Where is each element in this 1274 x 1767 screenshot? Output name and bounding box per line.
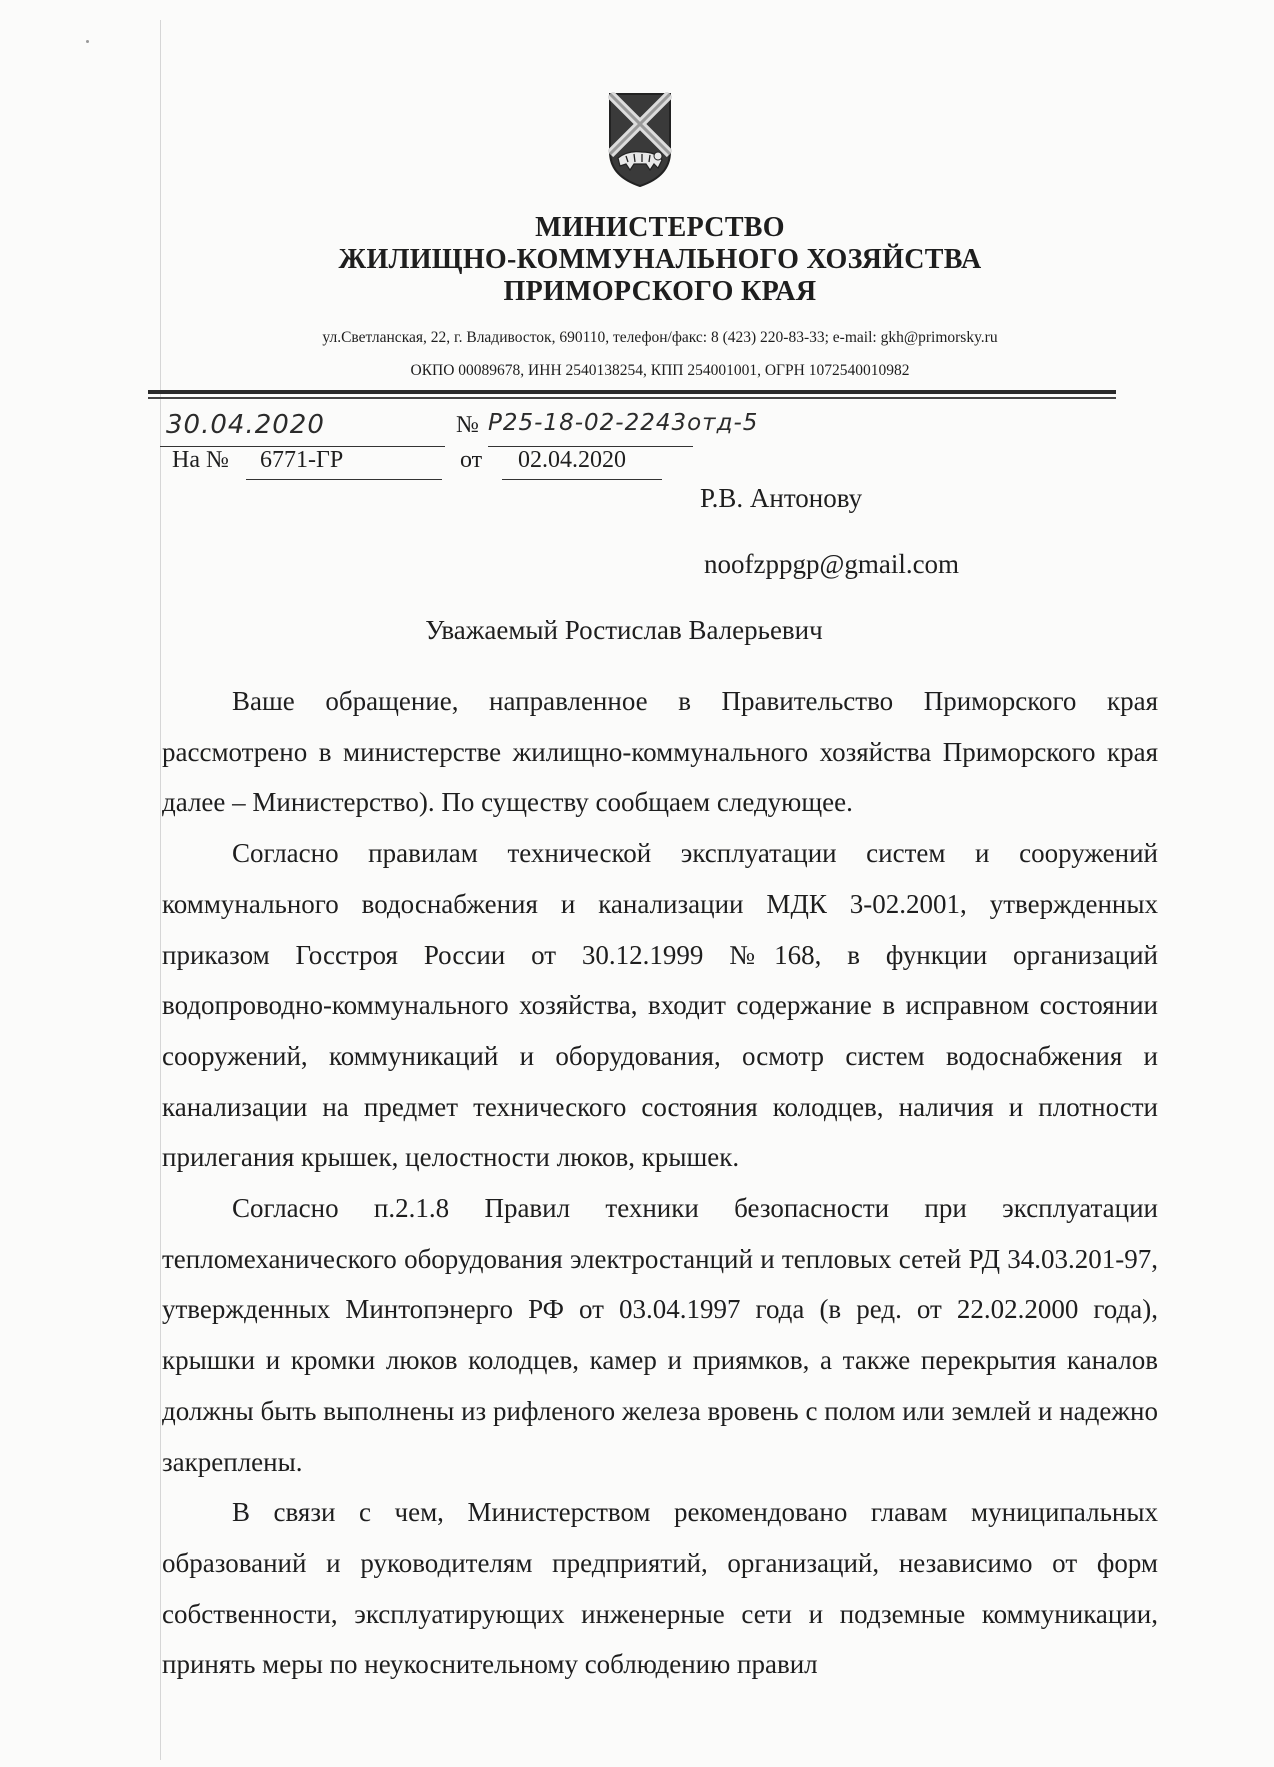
scan-speck [86, 40, 89, 43]
body-paragraph: Согласно правилам технической эксплуатации систем и сооружений коммунального водоснабжения и канализации МДК 3-02.2001, утвержденных приказом Госстроя России от 30.12.1999 №168, в функции организаций водопроводно-коммунального хозяйства, входит содержание в исправном состоянии сооружений, коммуникаций и оборудования, осмотр систем водоснабжения и канализации на предмет технического состояния колодцев, наличия и плотности прилегания крышек, целостности люков, крышек. [162, 838, 1158, 1173]
reference-number-underline [246, 479, 442, 480]
ministry-title [0, 212, 1274, 308]
ministry-title-line-3: ПРИМОРСКОГО КРАЯ [503, 276, 817, 307]
letter-body [162, 676, 1158, 1690]
number-sign: № [456, 412, 479, 438]
outgoing-number: Р25-18-02-2243отд-5 [488, 410, 759, 436]
addressee-name: Р.В. Антонову [700, 483, 863, 513]
reference-prefix: На № [172, 447, 229, 473]
reference-from-label: от [460, 447, 483, 473]
letterhead-rule-thin [148, 397, 1116, 399]
letterhead-rule-thick [148, 390, 1116, 394]
body-paragraph: Согласно п.2.1.8 Правил техники безопасности при эксплуатации тепломеханического оборудования электростанций и тепловых сетей РД 34.03.201-97, утвержденных Минтопэнерго РФ от 03.04.1997 года (в ред. от 22.02.2000 года), крышки и кромки люков колодцев, камер и приямков, а также перекрытия каналов должны быть выполнены из рифленого железа вровень с полом или землей и надежно закреплены. [162, 1193, 1158, 1477]
ministry-address: ул.Светланская, 22, г. Владивосток, 690110, телефон/факс: 8 (423) 220-83-33; e-mail: gkh@primorsky.ru [322, 329, 998, 346]
ministry-title-line-2: ЖИЛИЩНО-КОММУНАЛЬНОГО ХОЗЯЙСТВА [338, 244, 982, 275]
reference-date-underline [502, 479, 662, 480]
ministry-codes: ОКПО 00089678, ИНН 2540138254, КПП 254001001, ОГРН 1072540010982 [410, 362, 910, 379]
body-paragraph: Ваше обращение, направленное в Правительство Приморского края рассмотрено в министерстве жилищно-коммунального хозяйства Приморского края далее – Министерство). По существу сообщаем следующее. [162, 686, 1158, 818]
salutation: Уважаемый Ростислав Валерьевич [425, 615, 823, 645]
outgoing-date: 30.04.2020 [166, 410, 325, 440]
reference-date: 02.04.2020 [518, 447, 626, 473]
reference-number: 6771-ГР [260, 447, 344, 473]
ministry-title-line-1: МИНИСТЕРСТВО [535, 212, 785, 243]
primorsky-coat-of-arms-icon [608, 92, 672, 188]
body-paragraph: В связи с чем, Министерством рекомендовано главам муниципальных образований и руководителям предприятий, организаций, независимо от форм собственности, эксплуатирующих инженерные сети и подземные коммуникации, принять меры по неукоснительному соблюдению правил [162, 1497, 1158, 1680]
addressee-email: noofzppgp@gmail.com [704, 549, 960, 579]
